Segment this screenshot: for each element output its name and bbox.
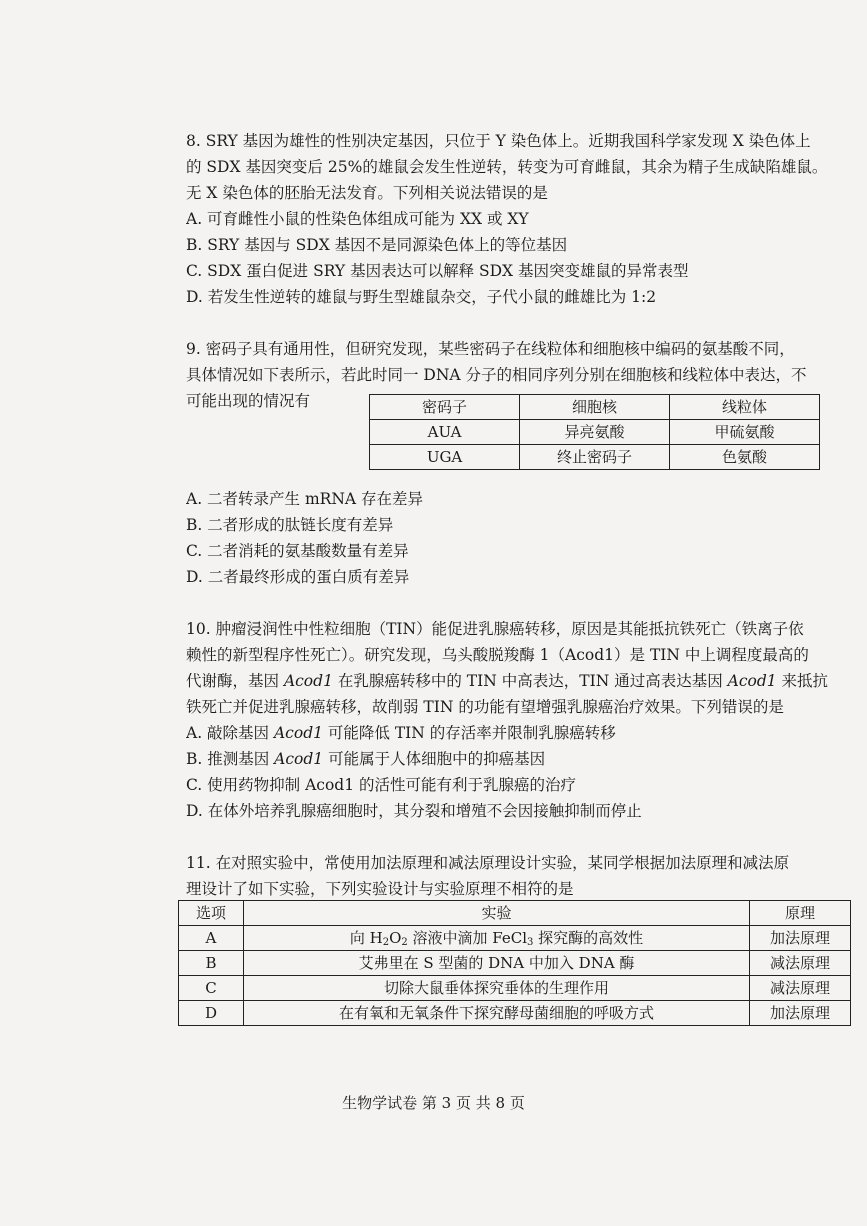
table-cell: 减法原理 [750,951,851,976]
table-row [179,976,851,1001]
q8-option-a: A. 可育雌性小鼠的性染色体组成可能为 XX 或 XY [186,210,529,228]
table-header-row [370,395,820,420]
text-span: 来抵抗 [776,672,829,690]
table-cell: UGA [370,445,520,470]
table-cell: 终止密码子 [520,445,670,470]
table-cell: 在有氧和无氧条件下探究酵母菌细胞的呼吸方式 [243,1001,749,1026]
subscript: 2 [401,937,408,948]
q8-option-b: B. SRY 基因与 SDX 基因不是同源染色体上的等位基因 [186,236,568,254]
q10-option-a [186,722,846,744]
text-span: 向 H [349,929,383,947]
text-span: 代谢酶，基因 [186,672,284,690]
table-header-cell: 线粒体 [670,395,820,420]
table-cell: 甲硫氨酸 [670,420,820,445]
q10-stem-line-3 [186,670,846,692]
table-cell: 减法原理 [750,976,851,1001]
q9-option-b: B. 二者形成的肽链长度有差异 [186,516,394,534]
gene-name: Acod1 [274,750,324,768]
text-span: A. 敲除基因 [186,724,274,742]
table-cell: 加法原理 [750,926,851,951]
table-cell [243,926,749,951]
table-cell: 异亮氨酸 [520,420,670,445]
table-cell: 加法原理 [750,1001,851,1026]
table-header-cell: 原理 [750,901,851,926]
table-row [370,420,820,445]
table-header-row [179,901,851,926]
text-span: 探究酶的高效性 [533,929,644,947]
text-span: 在乳腺癌转移中的 TIN 中高表达，TIN 通过高表达基因 [332,672,728,690]
experiment-table [178,900,851,1026]
table-cell: 艾弗里在 S 型菌的 DNA 中加入 DNA 酶 [243,951,749,976]
q11-stem-line-1: 11. 在对照实验中，常使用加法原理和减法原理设计实验，某同学根据加法原理和减法原 [186,854,790,872]
table-row [179,926,851,951]
q10-stem-line-2: 赖性的新型程序性死亡）。研究发现，乌头酸脱羧酶 1（Acod1）是 TIN 中上调程度最高的 [186,646,809,664]
table-row [179,951,851,976]
text-span: 可能降低 TIN 的存活率并限制乳腺癌转移 [322,724,616,742]
text-span: B. 推测基因 [186,750,275,768]
text-span: 可能属于人体细胞中的抑癌基因 [323,750,546,768]
gene-name: Acod1 [283,672,333,690]
gene-name: Acod1 [273,724,323,742]
table-header-cell: 选项 [179,901,244,926]
q10-stem-line-4: 铁死亡并促进乳腺癌转移，故削弱 TIN 的功能有望增强乳腺癌治疗效果。下列错误的是 [186,698,784,716]
q10-stem-line-1: 10. 肿瘤浸润性中性粒细胞（TIN）能促进乳腺癌转移，原因是其能抵抗铁死亡（铁离子依 [186,620,804,638]
table-cell: A [179,926,244,951]
table-cell: D [179,1001,244,1026]
gene-name: Acod1 [727,672,777,690]
q8-stem-line-2: 的 SDX 基因突变后 25%的雄鼠会发生性逆转，转变为可育雌鼠，其余为精子生成缺陷雄鼠。 [186,158,828,176]
table-cell: AUA [370,420,520,445]
q8-option-d: D. 若发生性逆转的雄鼠与野生型雄鼠杂交，子代小鼠的雌雄比为 1:2 [186,288,657,306]
q10-option-d: D. 在体外培养乳腺癌细胞时，其分裂和增殖不会因接触抑制而停止 [186,802,642,820]
q9-stem-line-2: 具体情况如下表所示，若此时同一 DNA 分子的相同序列分别在细胞核和线粒体中表达，不 [186,366,807,384]
q9-option-d: D. 二者最终形成的蛋白质有差异 [186,568,410,586]
q10-option-b [186,748,846,770]
table-cell: B [179,951,244,976]
q11-stem-line-2: 理设计了如下实验，下列实验设计与实验原理不相符的是 [186,880,574,898]
q9-option-c: C. 二者消耗的氨基酸数量有差异 [186,542,409,560]
table-header-cell: 细胞核 [520,395,670,420]
subscript: 3 [527,937,534,948]
table-row [179,1001,851,1026]
table-row [370,445,820,470]
q10-option-c: C. 使用药物抑制 Acod1 的活性可能有利于乳腺癌的治疗 [186,776,577,794]
q8-option-c: C. SDX 蛋白促进 SRY 基因表达可以解释 SDX 基因突变雄鼠的异常表型 [186,262,689,280]
q9-stem-line-1: 9. 密码子具有通用性，但研究发现，某些密码子在线粒体和细胞核中编码的氨基酸不同， [186,340,795,358]
table-header-cell: 密码子 [370,395,520,420]
table-cell: 切除大鼠垂体探究垂体的生理作用 [243,976,749,1001]
q9-stem-line-3: 可能出现的情况有 [186,392,311,410]
q9-option-a: A. 二者转录产生 mRNA 存在差异 [186,490,424,508]
codon-table [369,394,820,470]
table-header-cell: 实验 [243,901,749,926]
text-span: O [389,929,402,947]
q8-stem-line-3: 无 X 染色体的胚胎无法发育。下列相关说法错误的是 [186,184,548,202]
q8-stem-line-1: 8. SRY 基因为雄性的性别决定基因，只位于 Y 染色体上。近期我国科学家发现 X 染色体上 [186,132,811,150]
subscript: 2 [382,937,390,948]
text-span: 溶液中滴加 FeCl [407,929,528,947]
table-cell: C [179,976,244,1001]
page-footer: 生物学试卷 第 3 页 共 8 页 [342,1094,525,1112]
table-cell: 色氨酸 [670,445,820,470]
